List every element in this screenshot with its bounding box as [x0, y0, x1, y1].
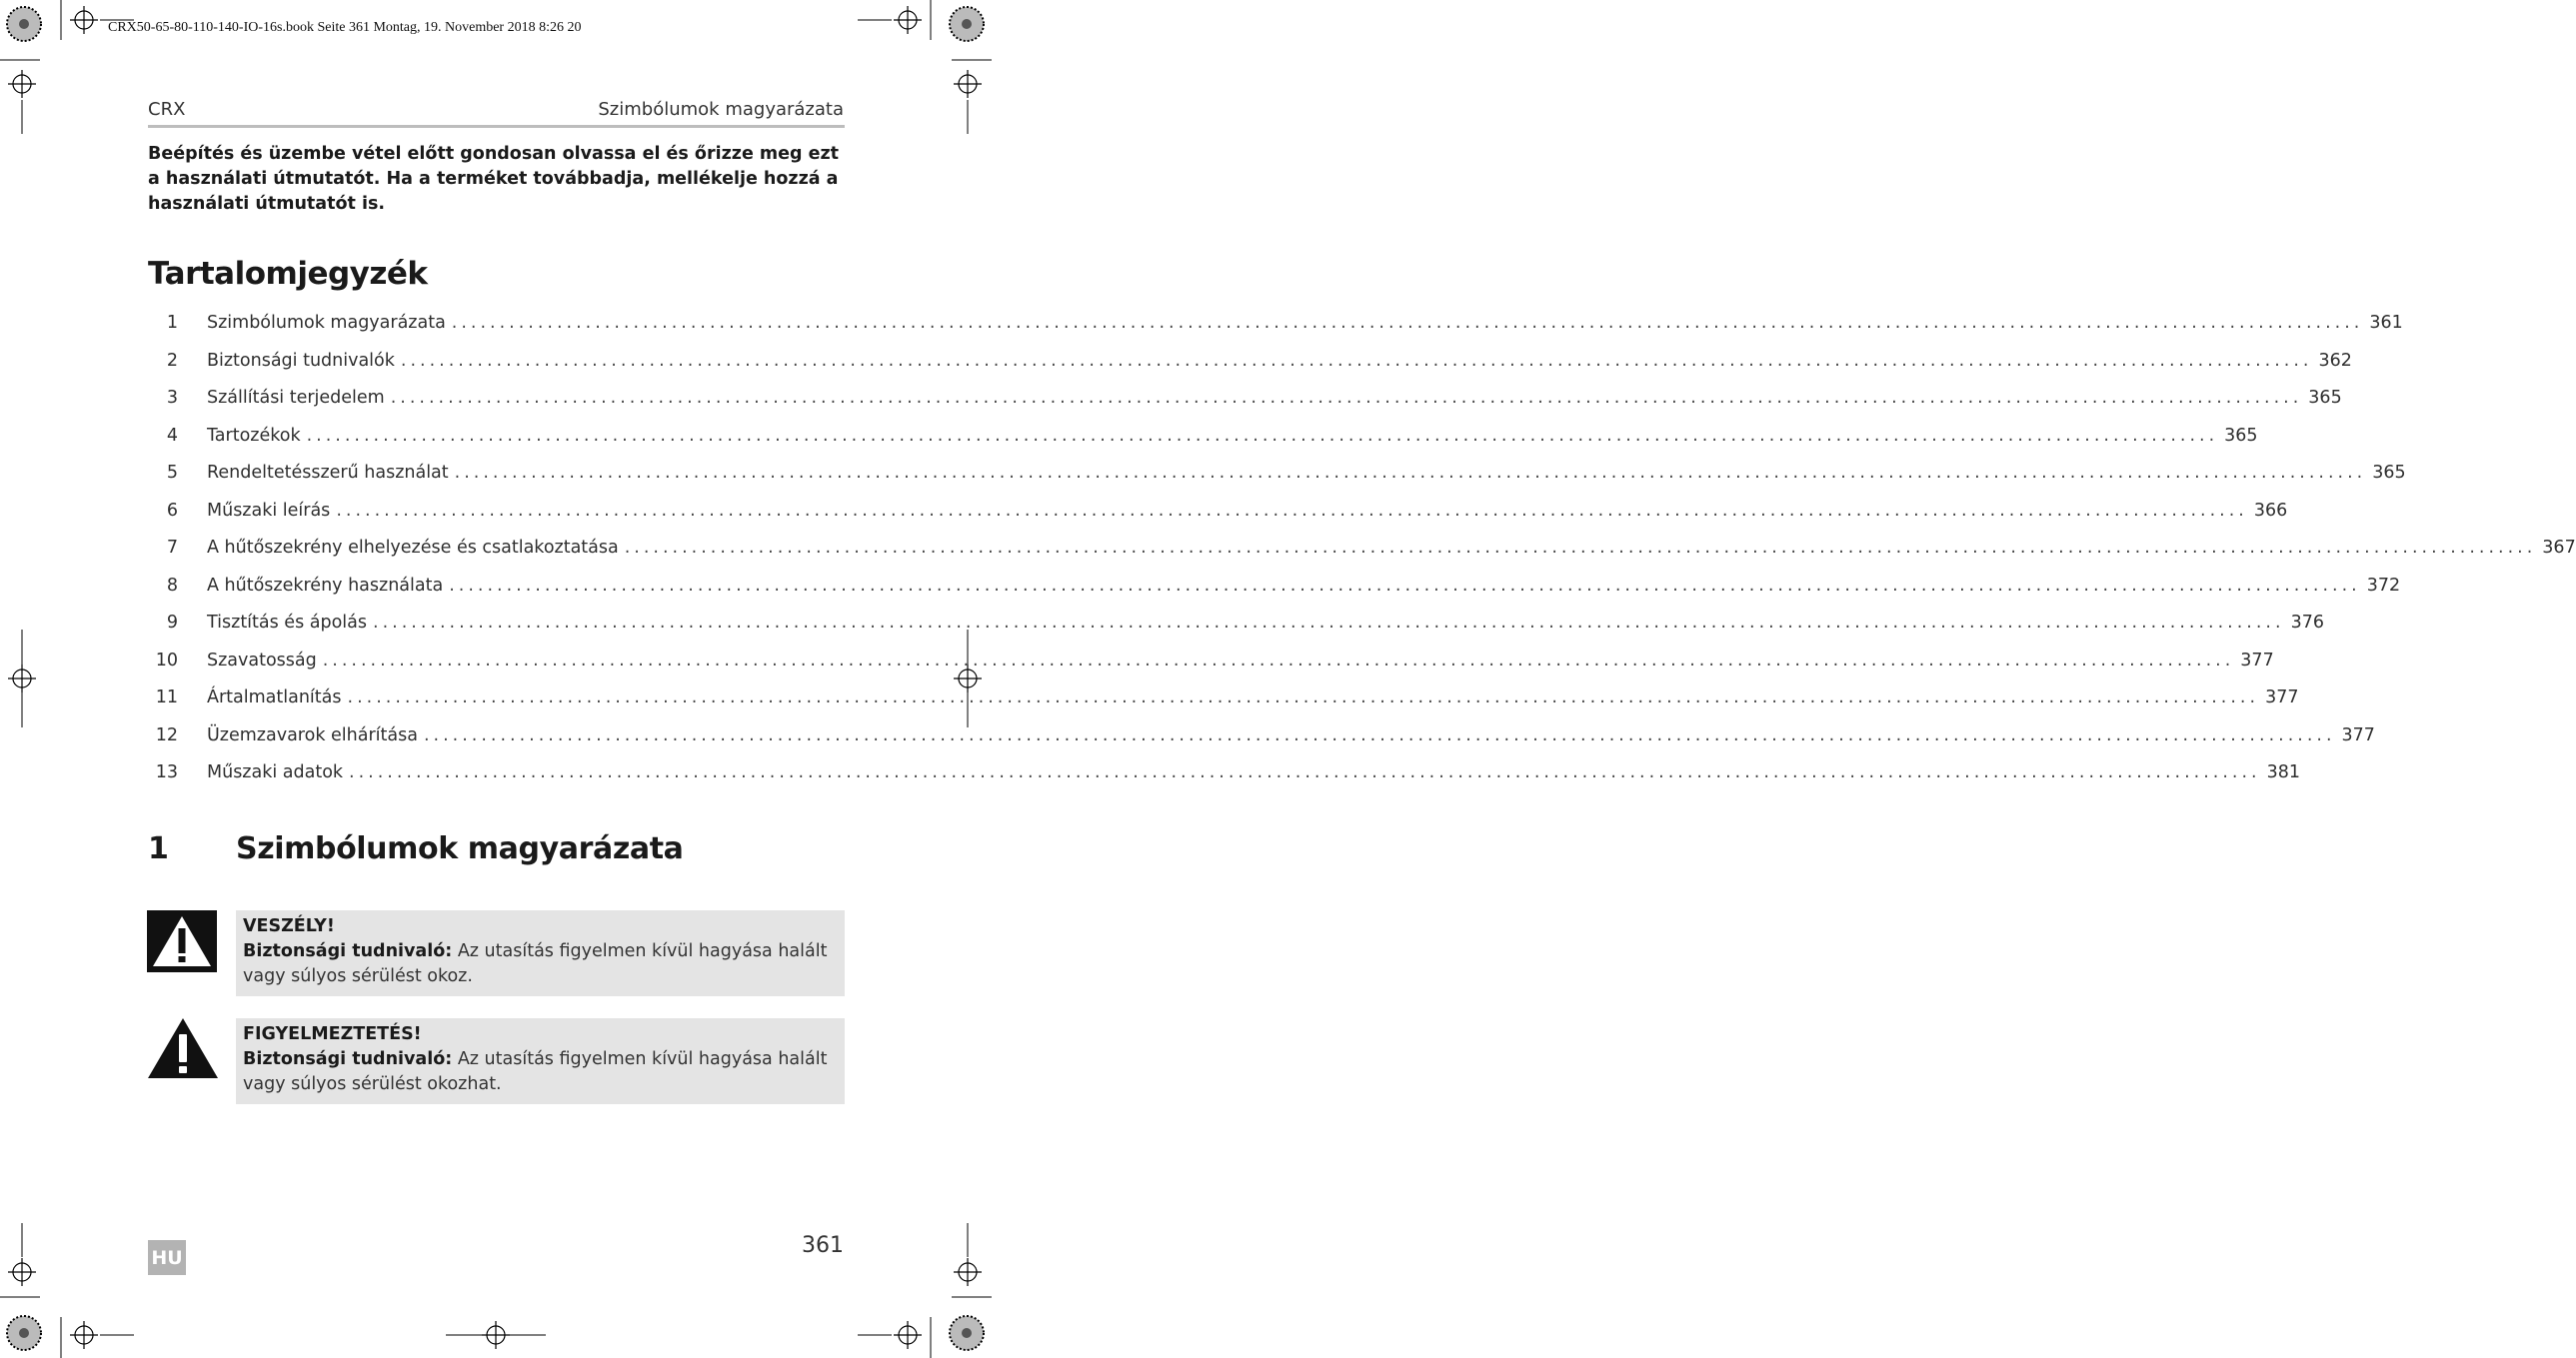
warning-triangle-icon	[147, 1016, 219, 1080]
toc-entry-number: 5	[166, 463, 178, 483]
toc-entry[interactable]	[148, 343, 2352, 381]
notice-keyword: VESZÉLY!	[243, 916, 335, 936]
toc-entry-label: Üzemzavarok elhárítása	[207, 724, 418, 745]
toc-entry-page: 377	[2265, 687, 2299, 707]
notice-lead: Biztonsági tudnivaló:	[243, 941, 453, 961]
toc-entry-page: 372	[2366, 575, 2401, 596]
notice-lead: Biztonsági tudnivaló:	[243, 1049, 453, 1069]
toc-leader-dots: ........................................................................................................................................................................................................	[306, 425, 2219, 446]
toc-entry-label: Szimbólumok magyarázata	[207, 313, 446, 333]
toc-entry-page: 365	[2372, 463, 2406, 483]
toc-entry-number: 6	[166, 500, 178, 521]
toc-entry-label: Műszaki leírás	[207, 500, 331, 521]
toc-leader-dots: ........................................................................................................................................................................................................	[624, 538, 2537, 558]
toc-entry[interactable]	[148, 530, 2576, 568]
section-number: 1	[148, 831, 169, 866]
toc-entry[interactable]	[148, 754, 2301, 792]
toc-entry[interactable]	[148, 643, 2274, 680]
toc-entry-page: 381	[2266, 762, 2301, 782]
toc-entry-page: 361	[2369, 313, 2403, 333]
language-badge: HU	[148, 1240, 186, 1275]
corner-star-mark-icon	[950, 1316, 984, 1350]
toc-entry-label: A hűtőszekrény használata	[207, 575, 444, 596]
header-product: CRX	[148, 99, 186, 120]
toc-entry-page: 377	[2240, 650, 2274, 671]
toc-entry-page: 362	[2318, 350, 2352, 371]
toc-entry[interactable]	[148, 418, 2258, 456]
toc-entry-number: 10	[155, 650, 178, 671]
table-of-contents	[148, 305, 2576, 792]
toc-entry[interactable]	[148, 605, 2324, 643]
toc-entry-label: Ártalmatlanítás	[207, 687, 342, 707]
toc-entry[interactable]	[148, 679, 2299, 717]
danger-warning-icon	[147, 910, 217, 972]
toc-entry-number: 1	[166, 313, 178, 333]
intro-paragraph: Beépítés és üzembe vétel előtt gondosan olvassa el és őrizze meg ezt a használati útmutatót. Ha a terméket továbbadja, mellékelje hozzá a használati útmutatót is.	[148, 144, 840, 214]
header-rule	[148, 125, 845, 128]
toc-leader-dots: ........................................................................................................................................................................................................	[449, 575, 2361, 596]
section-title: Szimbólumok magyarázata	[236, 831, 684, 866]
toc-entry-page: 367	[2542, 538, 2576, 558]
toc-entry-page: 365	[2224, 425, 2258, 446]
toc-entry-number: 12	[155, 724, 178, 745]
toc-entry-number: 7	[166, 538, 178, 558]
toc-entry-page: 376	[2290, 613, 2324, 633]
toc-entry-number: 8	[166, 575, 178, 596]
toc-leader-dots: ........................................................................................................................................................................................................	[373, 613, 2285, 633]
toc-leader-dots: ........................................................................................................................................................................................................	[322, 650, 2235, 671]
toc-entry-label: Rendeltetésszerű használat	[207, 463, 449, 483]
toc-leader-dots: ........................................................................................................................................................................................................	[390, 388, 2303, 408]
toc-entry-label: Tisztítás és ápolás	[207, 613, 367, 633]
toc-entry-number: 9	[166, 613, 178, 633]
toc-leader-dots: ........................................................................................................................................................................................................	[349, 762, 2261, 782]
page-number: 361	[802, 1233, 844, 1258]
toc-entry-page: 377	[2341, 724, 2375, 745]
toc-entry-label: A hűtőszekrény elhelyezése és csatlakoztatása	[207, 538, 619, 558]
toc-entry-page: 366	[2253, 500, 2288, 521]
danger-notice	[236, 910, 845, 996]
toc-entry-number: 4	[166, 425, 178, 446]
toc-entry-label: Biztonsági tudnivalók	[207, 350, 395, 371]
toc-leader-dots: ........................................................................................................................................................................................................	[454, 463, 2367, 483]
toc-entry[interactable]	[148, 380, 2342, 418]
toc-entry-number: 3	[166, 388, 178, 408]
toc-leader-dots: ........................................................................................................................................................................................................	[347, 687, 2260, 707]
header-section-title: Szimbólumok magyarázata	[598, 99, 844, 120]
toc-entry-page: 365	[2308, 388, 2342, 408]
toc-entry-label: Tartozékok	[207, 425, 301, 446]
notice-text: Az utasítás figyelmen kívül hagyása halált vagy súlyos sérülést okozhat.	[243, 1049, 828, 1094]
toc-entry[interactable]	[148, 493, 2288, 531]
warning-notice	[236, 1018, 845, 1104]
toc-entry[interactable]	[148, 455, 2406, 493]
toc-entry-label: Szavatosság	[207, 650, 317, 671]
toc-entry-number: 2	[166, 350, 178, 371]
toc-leader-dots: ........................................................................................................................................................................................................	[400, 350, 2313, 371]
toc-leader-dots: ........................................................................................................................................................................................................	[451, 313, 2364, 333]
print-info: CRX50-65-80-110-140-IO-16s.book Seite 361 Montag, 19. November 2018 8:26 20	[108, 20, 582, 35]
toc-entry-label: Szállítási terjedelem	[207, 388, 385, 408]
toc-title: Tartalomjegyzék	[148, 256, 428, 292]
corner-star-mark-icon	[7, 7, 41, 41]
notice-keyword: FIGYELMEZTETÉS!	[243, 1024, 422, 1044]
corner-star-mark-icon	[950, 7, 984, 41]
toc-leader-dots: ........................................................................................................................................................................................................	[336, 500, 2248, 521]
notice-text: Az utasítás figyelmen kívül hagyása halált vagy súlyos sérülést okoz.	[243, 941, 828, 986]
toc-entry[interactable]	[148, 717, 2375, 755]
toc-entry[interactable]	[148, 568, 2401, 606]
toc-entry-number: 11	[155, 687, 178, 707]
toc-entry-label: Műszaki adatok	[207, 762, 344, 782]
section-heading	[148, 831, 684, 866]
toc-entry[interactable]	[148, 305, 2403, 343]
toc-entry-number: 13	[155, 762, 178, 782]
corner-star-mark-icon	[7, 1316, 41, 1350]
toc-leader-dots: ........................................................................................................................................................................................................	[423, 724, 2336, 745]
